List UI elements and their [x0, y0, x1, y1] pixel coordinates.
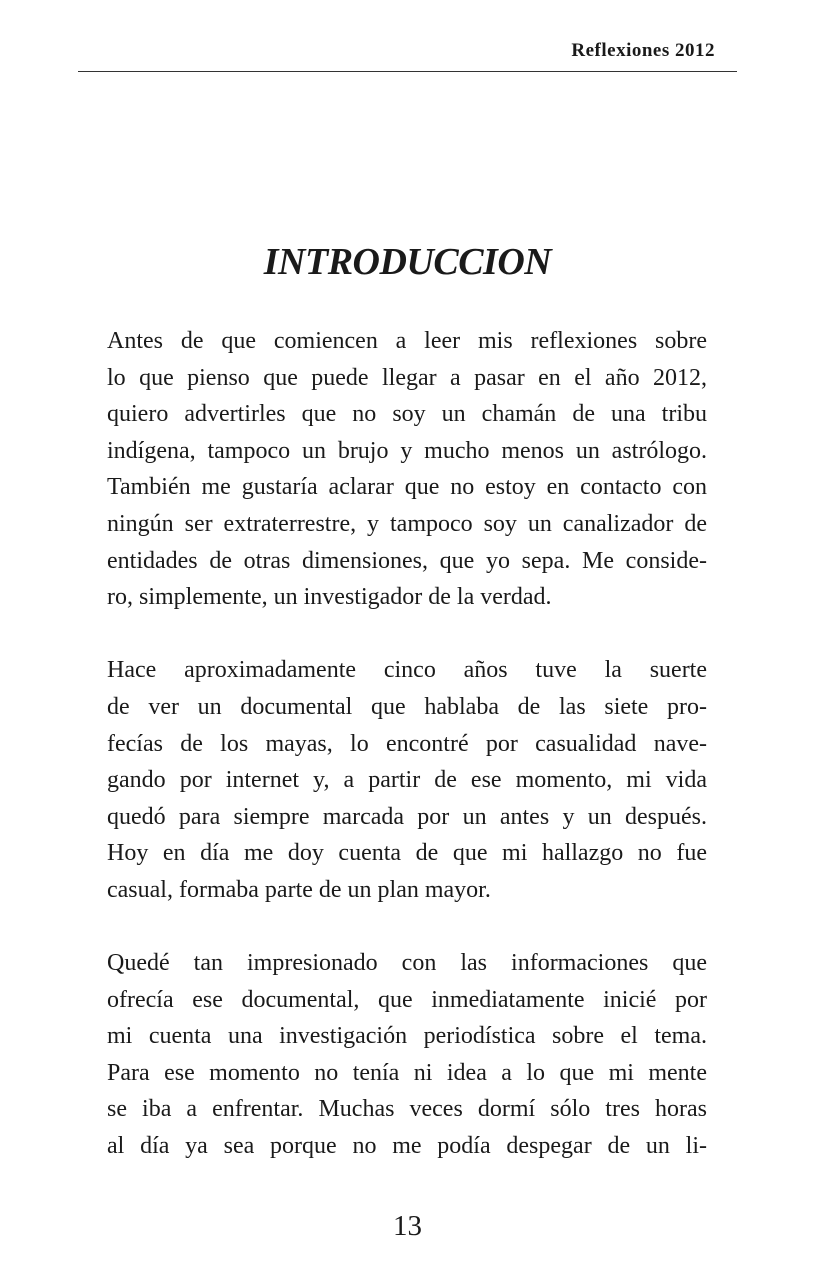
text-line: Antes de que comiencen a leer mis reflexiones sobre	[107, 328, 707, 354]
text-line: ro, simplemente, un investigador de la verdad.	[107, 584, 552, 611]
text-line: quedó para siempre marcada por un antes y un después.	[107, 803, 707, 830]
header-rule	[78, 71, 737, 72]
text-line: Hoy en día me doy cuenta de que mi hallazgo no fue	[107, 840, 707, 867]
text-line: ningún ser extraterrestre, y tampoco soy un canalizador de	[107, 510, 707, 537]
text-line: se iba a enfrentar. Muchas veces dormí sólo tres horas	[107, 1096, 707, 1123]
text-line: ofrecía ese documental, que inmediatamente inicié por	[107, 986, 707, 1013]
text-line: entidades de otras dimensiones, que yo sepa. Me conside-	[107, 547, 707, 574]
body-text	[107, 323, 707, 1201]
text-line: lo que pienso que puede llegar a pasar en el año 2012,	[107, 364, 707, 391]
paragraph-3	[107, 945, 707, 1165]
text-line: casual, formaba parte de un plan mayor.	[107, 876, 491, 903]
paragraph-2	[107, 652, 707, 908]
text-line: mi cuenta una investigación periodística sobre el tema.	[107, 1023, 707, 1050]
text-line: quiero advertirles que no soy un chamán de una tribu	[107, 401, 707, 428]
text-line: gando por internet y, a partir de ese momento, mi vida	[107, 767, 707, 794]
paragraph-1	[107, 323, 707, 616]
text-line: También me gustaría aclarar que no estoy en contacto con	[107, 474, 707, 501]
chapter-title: INTRODUCCION	[263, 241, 552, 283]
running-header: Reflexiones 2012	[571, 40, 715, 61]
text-line: al día ya sea porque no me podía despegar de un li-	[107, 1133, 707, 1160]
text-line: indígena, tampoco un brujo y mucho menos un astrólogo.	[107, 437, 707, 464]
text-line: Hace aproximadamente cinco años tuve la suerte	[107, 657, 707, 684]
text-line: fecías de los mayas, lo encontré por casualidad nave-	[107, 730, 707, 757]
text-line: de ver un documental que hablaba de las siete pro-	[107, 693, 707, 720]
page-number: 13	[393, 1210, 422, 1242]
text-line: Para ese momento no tenía ni idea a lo que mi mente	[107, 1059, 707, 1086]
text-line: Quedé tan impresionado con las informaciones que	[107, 950, 707, 977]
